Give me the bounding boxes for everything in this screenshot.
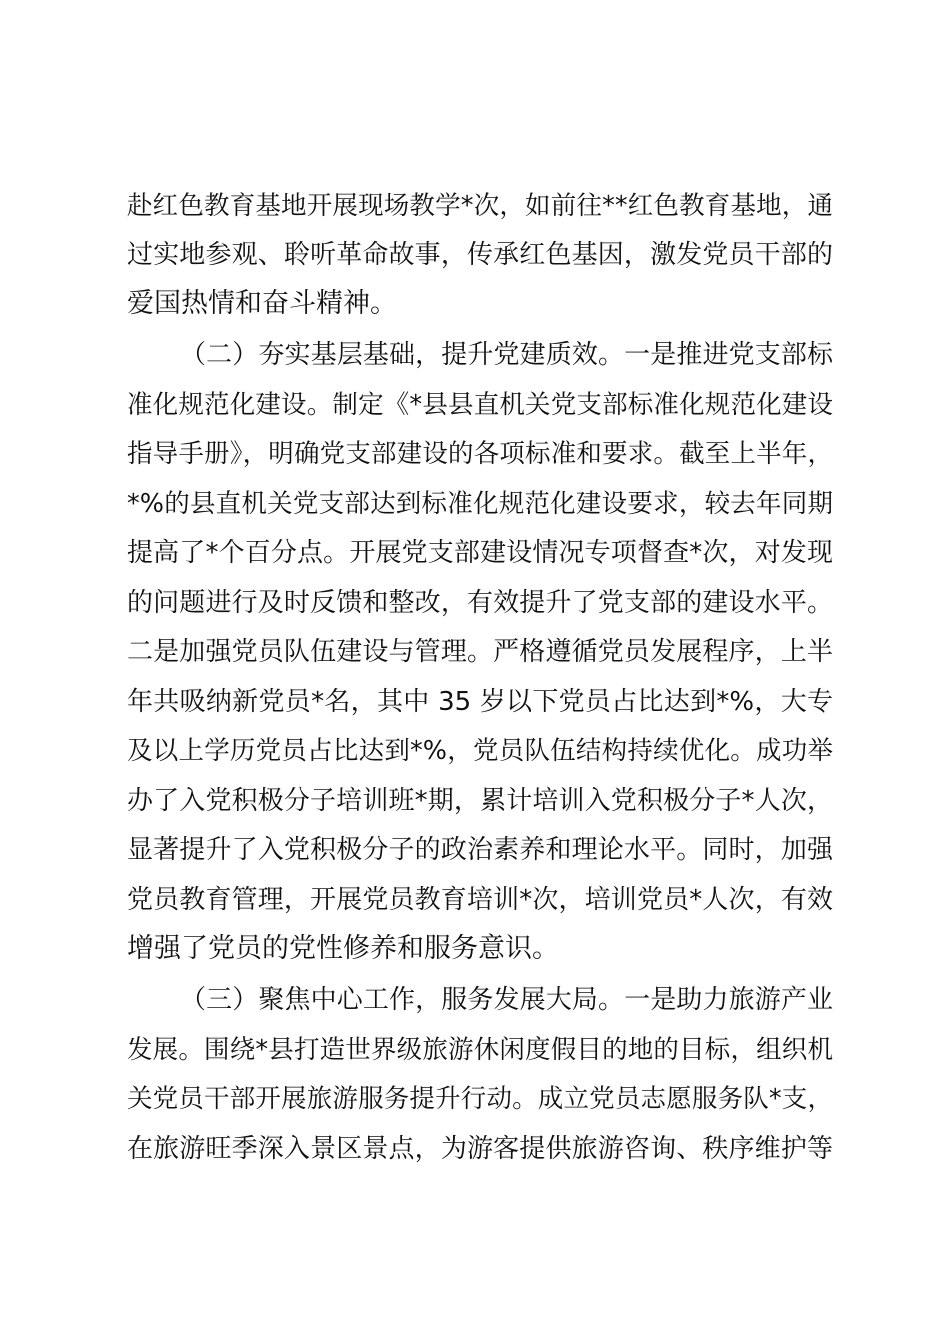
text-line: 的问题进行及时反馈和整改，有效提升了党支部的建设水平。 [127,588,833,618]
text-line: 增强了党员的党性修养和服务意识。 [127,933,559,964]
text-line: 关党员干部开展旅游服务提升行动。成立党员志愿服务队*支， [127,1084,833,1114]
text-line: 过实地参观、聆听革命故事，传承红色基因，激发党员干部的 [127,240,833,270]
text-line: 发展。围绕*县打造世界级旅游休闲度假目的地的目标，组织机 [127,1035,833,1065]
text-line: 党员教育管理，开展党员教育培训*次，培训党员*人次，有效 [127,885,833,915]
text-line: 爱国热情和奋斗精神。 [127,288,397,319]
text-line: 赴红色教育基地开展现场教学*次，如前往**红色教育基地，通 [127,191,833,221]
text-line: 及以上学历党员占比达到*%，党员队伍结构持续优化。成功举 [127,736,833,766]
text-line: 二是加强党员队伍建设与管理。严格遵循党员发展程序，上半 [127,637,833,667]
text-line: 办了入党积极分子培训班*期，累计培训入党积极分子*人次， [127,786,833,816]
text-line: 年共吸纳新党员*名，其中 35 岁以下党员占比达到*%，大专 [127,687,833,717]
text-line: 指导手册》，明确党支部建设的各项标准和要求。截至上半年， [127,439,833,469]
text-line: 显著提升了入党积极分子的政治素养和理论水平。同时，加强 [127,835,833,865]
text-line: 在旅游旺季深入景区景点，为游客提供旅游咨询、秩序维护等 [127,1134,833,1164]
text-line: *%的县直机关党支部达到标准化规范化建设要求，较去年同期 [127,489,833,519]
section-heading-line: （三）聚焦中心工作，服务发展大局。一是助力旅游产业 [180,985,833,1015]
text-line: 准化规范化建设。制定《*县县直机关党支部标准化规范化建设 [127,390,833,420]
section-heading-line: （二）夯实基层基础，提升党建质效。一是推进党支部标 [180,340,833,370]
text-line: 提高了*个百分点。开展党支部建设情况专项督查*次，对发现 [127,538,833,568]
